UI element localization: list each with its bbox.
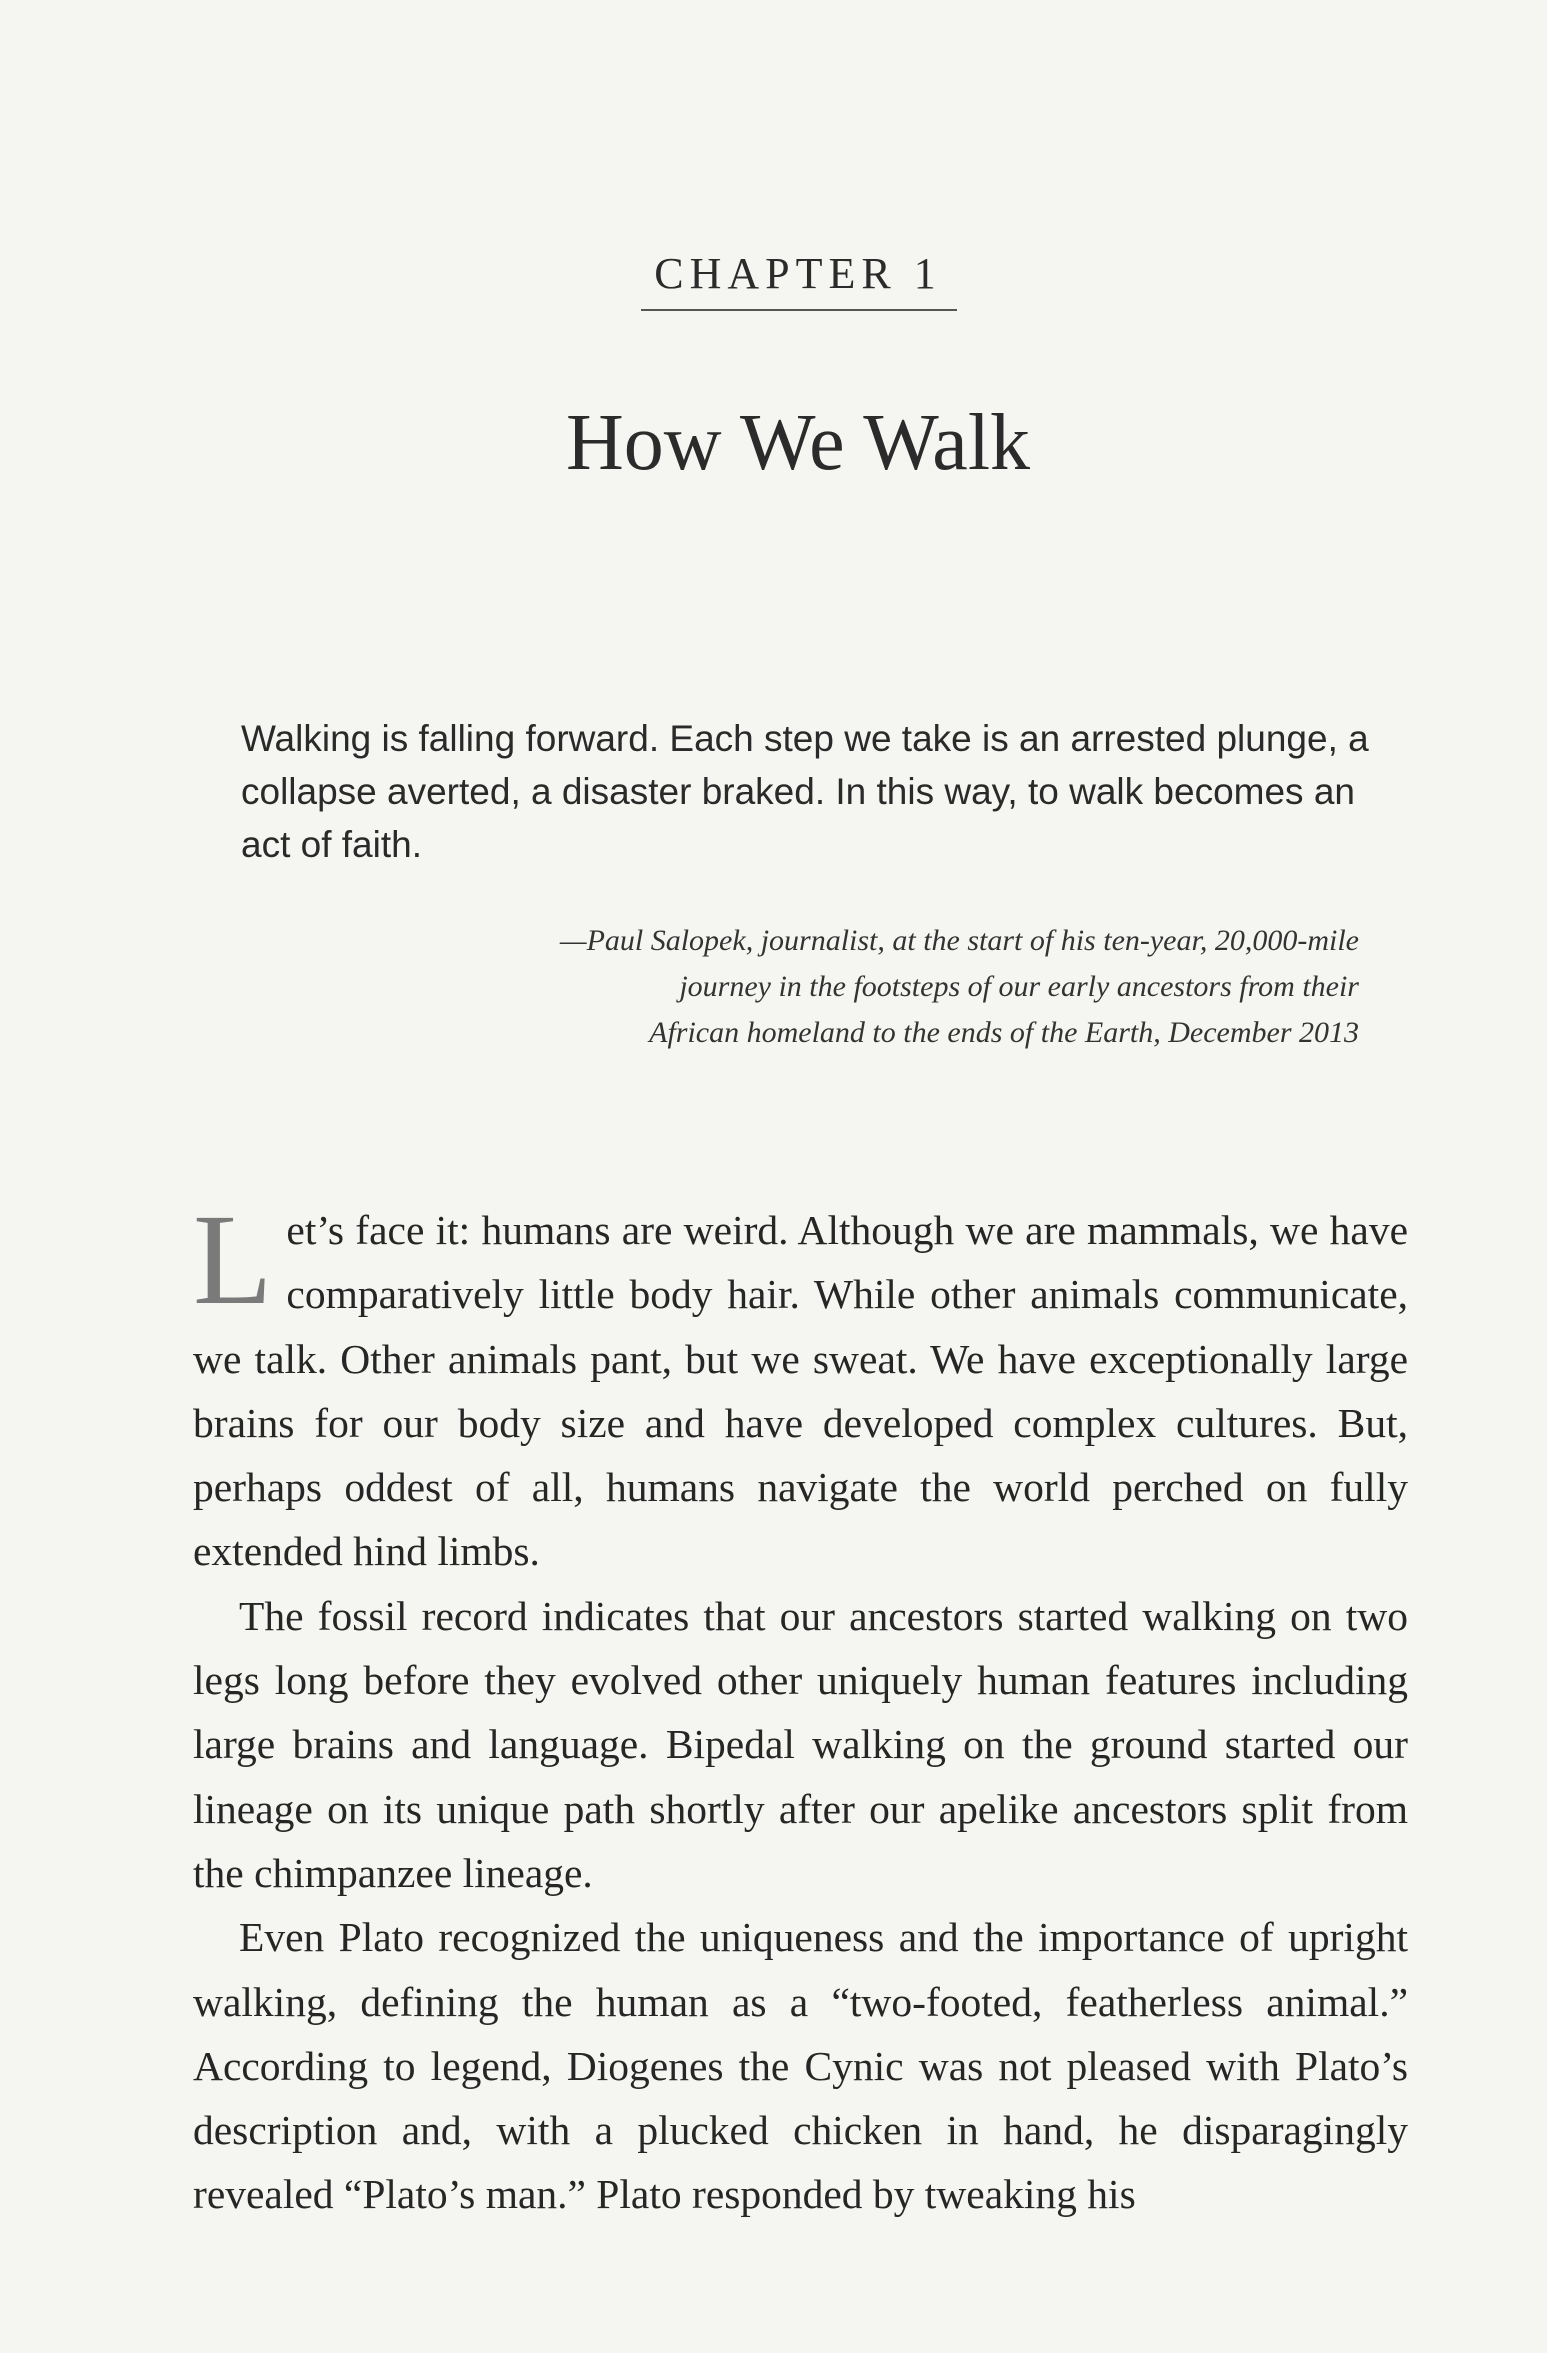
body-paragraph: Even Plato recognized the uniqueness and the importance of upright walking, defining the human as a “two-footed, featherless animal.” According to legend, Diogenes the Cynic was not pleased with Plato’s description and, with a plucked chicken in hand, he disparagingly revealed “Plato’s man.” Plato responded by tweaking his <box>193 1914 1408 2218</box>
epigraph-attribution <box>259 918 1359 1056</box>
chapter-rule-divider <box>641 309 957 311</box>
chapter-body <box>193 1188 1408 2227</box>
attribution-line: journey in the footsteps of our early ancestors from their <box>679 970 1359 1003</box>
paragraph-text: et’s face it: humans are weird. Although we are mammals, we have comparatively little body hair. While other animals communicate, we talk. Other animals pant, but we sweat. We have exceptionally large brains for our body size and have developed complex cultures. But, perhaps oddest of all, humans navigate the world perched on fully extended hind limbs. <box>193 1207 1408 1575</box>
attribution-line: African homeland to the ends of the Earth, December 2013 <box>649 1016 1359 1049</box>
epigraph-quote: Walking is falling forward. Each step we take is an arrested plunge, a collapse averted, a disaster braked. In this way, to walk becomes an act of faith. <box>241 718 1369 865</box>
chapter-title: How We Walk <box>565 399 1031 487</box>
chapter-label: CHAPTER 1 <box>654 249 942 298</box>
body-paragraph: The fossil record indicates that our ancestors started walking on two legs long before they evolved other uniquely human features including large brains and language. Bipedal walking on the ground started our lineage on its unique path shortly after our apelike ancestors split from the chimpanzee lineage. <box>193 1592 1408 1896</box>
attribution-line: —Paul Salopek, journalist, at the start of his ten-year, 20,000-mile <box>559 924 1359 957</box>
drop-cap: L <box>193 1188 273 1332</box>
body-paragraph <box>193 1188 1408 1584</box>
